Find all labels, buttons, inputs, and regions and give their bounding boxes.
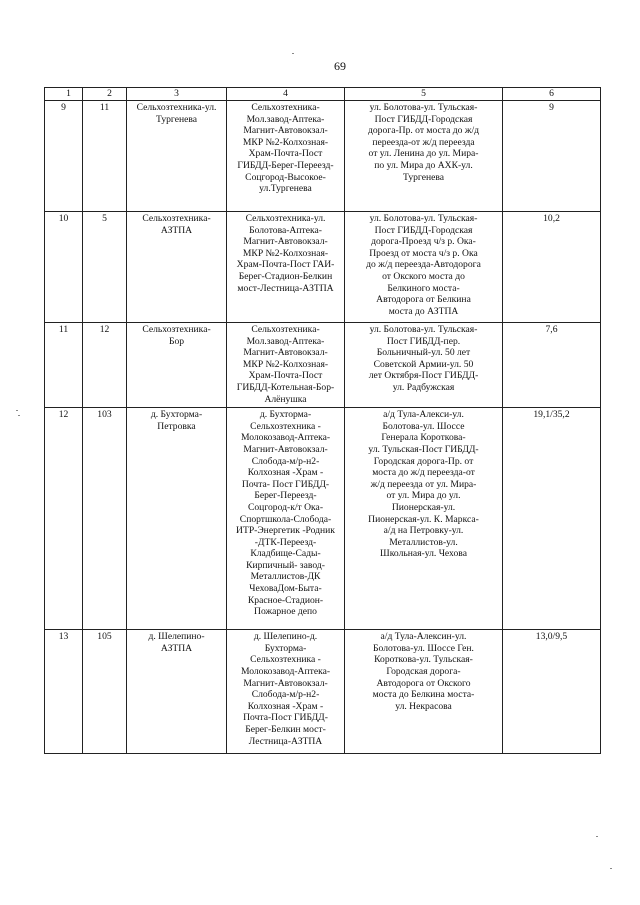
row-number-cell: 9 [45,101,83,212]
stops-cell: д. Бухторма- Сельхозтехника - Молокозавод-Аптека- Магнит-Автовокзал- Слобода-м/р-н2- Колхозная -Храм - Почта- Пост ГИБДД- Берег-Переезд- Соцгород-к/т Ока- Спортшкола-Слобода- ИТР-Энергетик -Родник -ДТК-Переезд- Кладбище-Сады- Кирпичный- завод- Металлистов-ДК ЧеховаДом-Быта- Красное-Стадион- Пожарное депо [227,408,345,630]
scan-speck [610,868,612,869]
table-row [45,630,601,754]
route-number-cell: 5 [83,212,127,323]
header-cell-1: 1 [45,88,83,101]
table-row [45,101,601,212]
streets-cell: ул. Болотова-ул. Тульская- Пост ГИБДД-Городская дорога-Пр. от моста до ж/д переезда-от ж/д переезда от ул. Ленина до ул. Мира- по ул. Мира до АХК-ул. Тургенева [345,101,503,212]
distance-cell: 9 [503,101,601,212]
route-number-cell: 105 [83,630,127,754]
route-name-cell: Сельхозтехника- Бор [127,323,227,408]
table-row [45,323,601,408]
table-row [45,408,601,630]
row-number-cell: 12 [45,408,83,630]
distance-cell: 13,0/9,5 [503,630,601,754]
streets-cell: а/д Тула-Алексин-ул. Болотова-ул. Шоссе Ген. Короткова-ул. Тульская- Городская дорога- Автодорога от Окского моста до Белкина моста- ул. Некрасова [345,630,503,754]
header-cell-5: 5 [345,88,503,101]
header-cell-4: 4 [227,88,345,101]
header-cell-3: 3 [127,88,227,101]
table-header-row [45,88,601,101]
row-number-cell: 13 [45,630,83,754]
scan-speck [292,53,294,54]
header-cell-2: 2 [83,88,127,101]
streets-cell: ул. Болотова-ул. Тульская- Пост ГИБДД-Городская дорога-Проезд ч/з р. Ока- Проезд от моста ч/з р. Ока до ж/д переезда-Автодорога от Окского моста до Белкиного моста- Автодорога от Белкина моста до АЗТПА [345,212,503,323]
route-number-cell: 103 [83,408,127,630]
route-name-cell: д. Бухторма- Петровка [127,408,227,630]
scan-speck [18,415,20,416]
row-number-cell: 11 [45,323,83,408]
route-name-cell: д. Шелепино- АЗТПА [127,630,227,754]
route-name-cell: Сельхозтехника- АЗТПА [127,212,227,323]
stops-cell: Сельхозтехника- Мол.завод-Аптека- Магнит-Автовокзал- МКР №2-Колхозная- Храм-Почта-Пост ГИБДД-Берег-Переезд- Соцгород-Высокое- ул.Тургенева [227,101,345,212]
distance-cell: 7,6 [503,323,601,408]
stops-cell: Сельхозтехника- Мол.завод-Аптека- Магнит-Автовокзал- МКР №2-Колхозная- Храм-Почта-Пост ГИБДД-Котельная-Бор- Алёнушка [227,323,345,408]
stops-cell: д. Шелепино-д. Бухторма- Сельхозтехника - Молокозавод-Аптека- Магнит-Автовокзал- Слобода-м/р-н2- Колхозная -Храм - Почта-Пост ГИБДД- Берег-Белкин мост- Лестница-АЗТПА [227,630,345,754]
streets-cell: ул. Болотова-ул. Тульская- Пост ГИБДД-пер. Больничный-ул. 50 лет Советской Армии-ул. 50 лет Октября-Пост ГИБДД- ул. Радбужская [345,323,503,408]
scan-speck [16,410,18,411]
scan-speck [596,836,598,837]
streets-cell: а/д Тула-Алекси-ул. Болотова-ул. Шоссе Генерала Короткова- ул. Тульская-Пост ГИБДД- Городская дорога-Пр. от моста до ж/д переезда-от ж/д переезда от ул. Мира- от ул. Мира до ул. Пионерская-ул. Пионерская-ул. К. Маркса- а/д на Петровку-ул. Металлистов-ул. Школьная-ул. Чехова [345,408,503,630]
stops-cell: Сельхозтехника-ул. Болотова-Аптека- Магнит-Автовокзал- МКР №2-Колхозная- Храм-Почта-Пост ГАИ- Берег-Стадион-Белкин мост-Лестница-АЗТПА [227,212,345,323]
distance-cell: 19,1/35,2 [503,408,601,630]
header-cell-6: 6 [503,88,601,101]
route-number-cell: 11 [83,101,127,212]
route-table [44,87,601,754]
table-row [45,212,601,323]
distance-cell: 10,2 [503,212,601,323]
page-number: 69 [334,59,346,73]
row-number-cell: 10 [45,212,83,323]
route-number-cell: 12 [83,323,127,408]
route-name-cell: Сельхозтехника-ул. Тургенева [127,101,227,212]
